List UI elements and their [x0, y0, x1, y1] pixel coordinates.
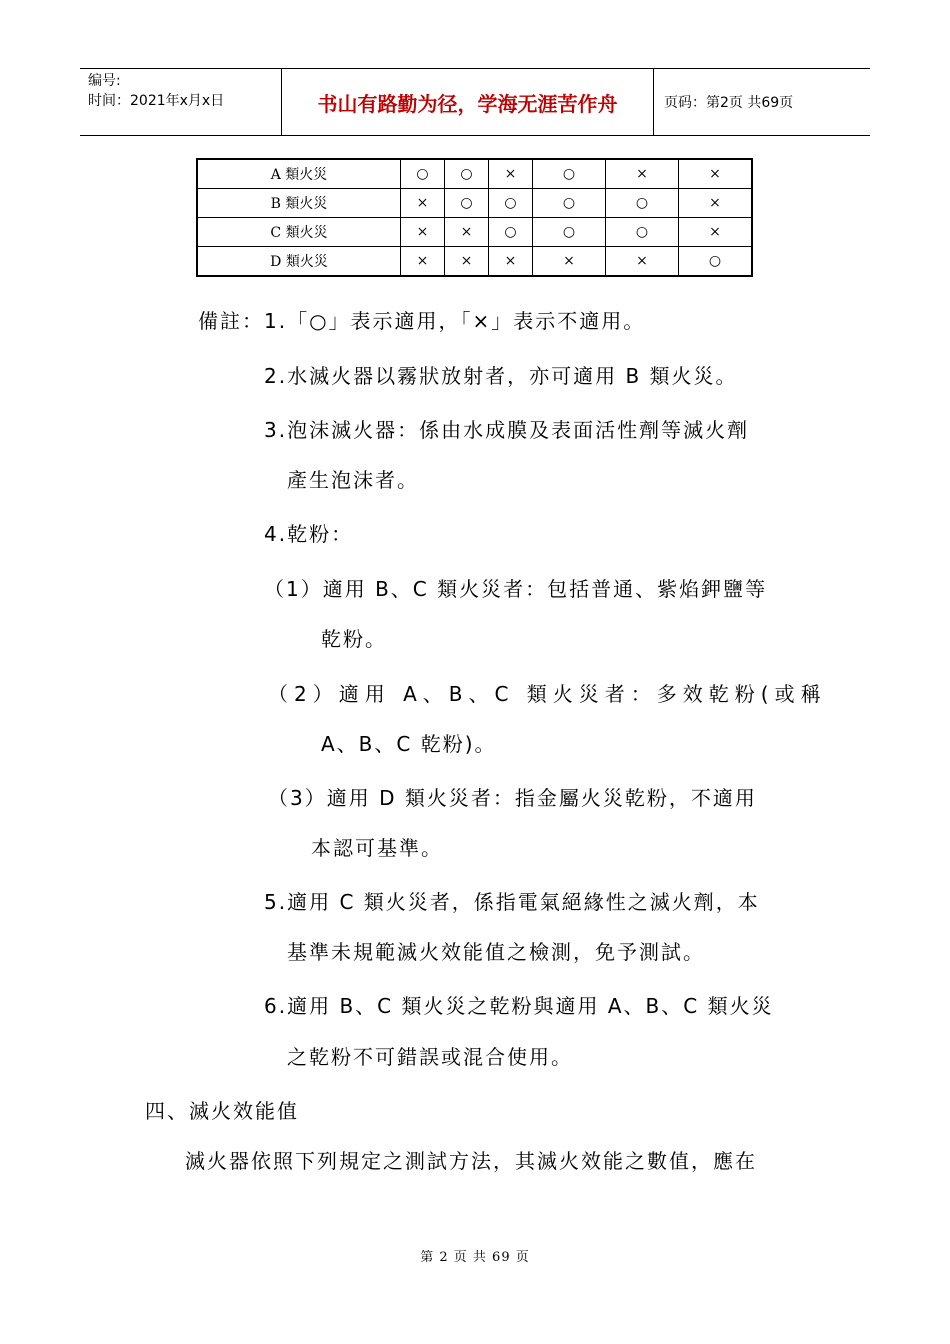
section-heading: 四、滅火效能值 — [145, 1099, 299, 1123]
note-4-2a: （2）適用 A、B、C 類火災者：多效乾粉(或稱 — [268, 682, 827, 706]
suitability-mark: × — [401, 247, 445, 277]
note-3a: 3.泡沫滅火器：係由水成膜及表面活性劑等滅火劑 — [264, 418, 750, 442]
suitability-mark: ○ — [489, 218, 533, 247]
table-row — [197, 159, 752, 189]
suitability-mark: ○ — [533, 189, 606, 218]
note-2: 2.水滅火器以霧狀放射者，亦可適用 B 類火災。 — [264, 364, 738, 388]
suitability-mark: × — [533, 247, 606, 277]
fire-class-table — [196, 158, 753, 277]
time-label: 时间：2021年x月x日 — [88, 93, 225, 109]
suitability-mark: × — [445, 218, 489, 247]
suitability-mark: ○ — [445, 159, 489, 189]
suitability-mark: × — [606, 247, 679, 277]
note-4-1a: （1）適用 B、C 類火災者：包括普通、紫焰鉀鹽等 — [264, 577, 768, 601]
suitability-mark: × — [606, 159, 679, 189]
page-header — [80, 68, 870, 136]
suitability-mark: ○ — [679, 247, 753, 277]
note-6b: 之乾粉不可錯誤或混合使用。 — [287, 1045, 573, 1069]
suitability-mark: ○ — [445, 189, 489, 218]
suitability-mark: × — [679, 159, 753, 189]
suitability-mark: ○ — [533, 218, 606, 247]
header-motto: 书山有路勤为径，学海无涯苦作舟 — [282, 69, 654, 135]
table-row — [197, 247, 752, 277]
note-1: 備註：1.「○」表示適用，「×」表示不適用。 — [198, 309, 646, 333]
suitability-mark: × — [489, 159, 533, 189]
page-label: 页码：第2页 共69页 — [664, 95, 794, 111]
header-page-info — [654, 69, 870, 135]
fire-class-label: D 類火災 — [197, 247, 401, 277]
note-5b: 基準未規範滅火效能值之檢測，免予測試。 — [287, 940, 705, 964]
fire-class-label: B 類火災 — [197, 189, 401, 218]
table-row — [197, 218, 752, 247]
fire-class-label: A 類火災 — [197, 159, 401, 189]
suitability-mark: ○ — [401, 159, 445, 189]
note-5a: 5.適用 C 類火災者，係指電氣絕緣性之滅火劑，本 — [264, 890, 760, 914]
suitability-mark: × — [489, 247, 533, 277]
page-footer: 第 2 页 共 69 页 — [420, 1250, 530, 1265]
note-4-3a: （3）適用 D 類火災者：指金屬火災乾粉，不適用 — [268, 786, 757, 810]
note-4-2b: A、B、C 乾粉)。 — [321, 732, 497, 756]
suitability-mark: × — [401, 189, 445, 218]
note-4-3b: 本認可基準。 — [311, 836, 443, 860]
number-label: 编号: — [88, 73, 121, 89]
suitability-mark: ○ — [606, 189, 679, 218]
suitability-mark: × — [401, 218, 445, 247]
suitability-mark: × — [679, 189, 753, 218]
note-4-1b: 乾粉。 — [321, 627, 387, 651]
note-4: 4.乾粉： — [264, 522, 354, 546]
note-3b: 產生泡沫者。 — [287, 468, 419, 492]
suitability-mark: ○ — [533, 159, 606, 189]
fire-class-label: C 類火災 — [197, 218, 401, 247]
header-meta — [80, 69, 282, 135]
note-6a: 6.適用 B、C 類火災之乾粉與適用 A、B、C 類火災 — [264, 994, 774, 1018]
suitability-mark: × — [679, 218, 753, 247]
suitability-mark: × — [445, 247, 489, 277]
suitability-mark: ○ — [606, 218, 679, 247]
section-paragraph: 滅火器依照下列規定之測試方法，其滅火效能之數值，應在 — [185, 1149, 757, 1173]
suitability-mark: ○ — [489, 189, 533, 218]
fire-class-table-wrap — [196, 158, 753, 277]
table-row — [197, 189, 752, 218]
